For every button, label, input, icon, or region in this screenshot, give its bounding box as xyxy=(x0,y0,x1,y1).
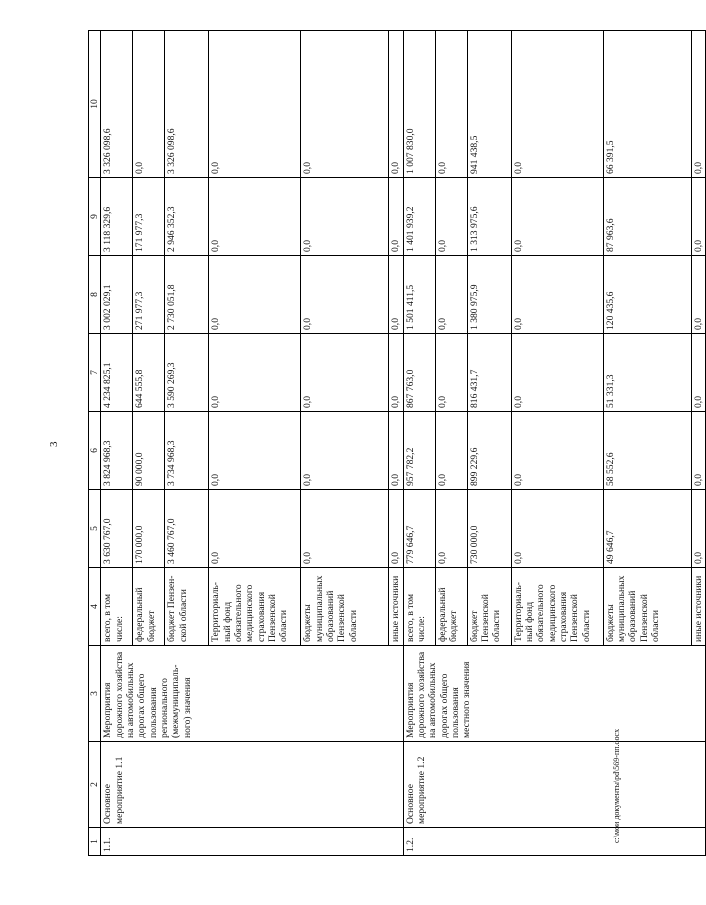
value-cell: 0,0 xyxy=(301,256,389,334)
value-cell: 0,0 xyxy=(511,412,603,490)
value-cell: 0,0 xyxy=(389,178,403,256)
funding-source-cell: бюджеты муниципальных образований Пензенской области xyxy=(603,568,691,646)
funding-source-cell: Территориаль-ный фонд обязательного медицинского страхования Пензенской области xyxy=(209,568,301,646)
funding-source-cell: бюджет Пензен-ской области xyxy=(165,568,209,646)
value-cell: 66 391,5 xyxy=(603,31,691,178)
value-cell: 0,0 xyxy=(435,334,467,412)
value-cell: 90 000,0 xyxy=(133,412,165,490)
value-cell: 0,0 xyxy=(691,178,705,256)
header-cell: 2 xyxy=(89,742,101,828)
value-cell: 0,0 xyxy=(435,412,467,490)
page-number: 3 xyxy=(48,441,60,447)
value-cell: 0,0 xyxy=(511,178,603,256)
value-cell: 3 460 767,0 xyxy=(165,490,209,568)
value-cell: 0,0 xyxy=(389,490,403,568)
value-cell: 0,0 xyxy=(511,31,603,178)
value-cell: 2 946 352,3 xyxy=(165,178,209,256)
value-cell: 0,0 xyxy=(209,334,301,412)
item-name-cell: Основное мероприятие 1.1 xyxy=(101,742,403,828)
item-name-cell: Основное мероприятие 1.2 xyxy=(403,742,705,828)
funding-source-cell: всего, в том числе: xyxy=(101,568,133,646)
header-cell: 6 xyxy=(89,412,101,490)
funding-source-cell: федеральный бюджет xyxy=(133,568,165,646)
value-cell: 2 730 051,8 xyxy=(165,256,209,334)
header-cell: 7 xyxy=(89,334,101,412)
value-cell: 0,0 xyxy=(389,256,403,334)
value-cell: 0,0 xyxy=(435,490,467,568)
value-cell: 3 590 269,3 xyxy=(165,334,209,412)
value-cell: 3 326 098,6 xyxy=(165,31,209,178)
footer-file-path: c:\мои документы\pd\569-пп.docx xyxy=(612,728,621,843)
value-cell: 0,0 xyxy=(511,490,603,568)
value-cell: 4 234 825,1 xyxy=(101,334,133,412)
header-cell: 3 xyxy=(89,646,101,742)
value-cell: 0,0 xyxy=(511,334,603,412)
value-cell: 0,0 xyxy=(691,412,705,490)
header-cell: 5 xyxy=(89,490,101,568)
value-cell: 730 000,0 xyxy=(467,490,511,568)
funding-source-cell: всего, в том числе: xyxy=(403,568,435,646)
header-cell: 1 xyxy=(89,828,101,856)
item-number-cell: 1.2. xyxy=(403,828,705,856)
item-number-cell: 1.1. xyxy=(101,828,403,856)
value-cell: 87 963,6 xyxy=(603,178,691,256)
value-cell: 867 763,0 xyxy=(403,334,435,412)
value-cell: 49 646,7 xyxy=(603,490,691,568)
value-cell: 170 000,0 xyxy=(133,490,165,568)
value-cell: 0,0 xyxy=(389,334,403,412)
value-cell: 779 646,7 xyxy=(403,490,435,568)
value-cell: 58 552,6 xyxy=(603,412,691,490)
value-cell: 0,0 xyxy=(435,256,467,334)
value-cell: 0,0 xyxy=(209,31,301,178)
value-cell: 0,0 xyxy=(209,256,301,334)
value-cell: 120 435,6 xyxy=(603,256,691,334)
value-cell: 0,0 xyxy=(691,334,705,412)
value-cell: 3 118 329,6 xyxy=(101,178,133,256)
value-cell: 0,0 xyxy=(691,490,705,568)
table-row xyxy=(101,31,133,856)
item-description-cell: Мероприятия дорожного хозяйства на автомобильных дорогах общего пользования регионального (межмуниципаль-ного) значения xyxy=(101,646,403,742)
value-cell: 51 331,3 xyxy=(603,334,691,412)
value-cell: 3 734 968,3 xyxy=(165,412,209,490)
value-cell: 0,0 xyxy=(691,31,705,178)
funding-source-cell: бюджеты муниципальных образований Пензенской области xyxy=(301,568,389,646)
value-cell: 1 007 830,0 xyxy=(403,31,435,178)
value-cell: 1 313 975,6 xyxy=(467,178,511,256)
header-row xyxy=(89,31,101,856)
table-row xyxy=(403,31,435,856)
header-cell: 4 xyxy=(89,568,101,646)
header-cell: 10 xyxy=(89,31,101,178)
value-cell: 271 977,3 xyxy=(133,256,165,334)
value-cell: 3 630 767,0 xyxy=(101,490,133,568)
value-cell: 0,0 xyxy=(435,178,467,256)
value-cell: 1 380 975,9 xyxy=(467,256,511,334)
value-cell: 957 782,2 xyxy=(403,412,435,490)
value-cell: 1 501 411,5 xyxy=(403,256,435,334)
value-cell: 0,0 xyxy=(209,412,301,490)
funding-source-cell: федеральный бюджет xyxy=(435,568,467,646)
funding-source-cell: бюджет Пензенской области xyxy=(467,568,511,646)
funding-source-cell: Территориаль-ный фонд обязательного медицинского страхования Пензенской области xyxy=(511,568,603,646)
value-cell: 0,0 xyxy=(389,31,403,178)
value-cell: 941 438,5 xyxy=(467,31,511,178)
value-cell: 644 555,8 xyxy=(133,334,165,412)
value-cell: 0,0 xyxy=(209,178,301,256)
header-cell: 9 xyxy=(89,178,101,256)
value-cell: 3 326 098,6 xyxy=(101,31,133,178)
value-cell: 0,0 xyxy=(389,412,403,490)
value-cell: 816 431,7 xyxy=(467,334,511,412)
funding-source-cell: иные источники xyxy=(691,568,705,646)
header-cell: 8 xyxy=(89,256,101,334)
value-cell: 0,0 xyxy=(301,31,389,178)
value-cell: 0,0 xyxy=(301,334,389,412)
value-cell: 3 002 029,1 xyxy=(101,256,133,334)
value-cell: 0,0 xyxy=(209,490,301,568)
value-cell: 0,0 xyxy=(301,490,389,568)
value-cell: 0,0 xyxy=(435,31,467,178)
value-cell: 0,0 xyxy=(691,256,705,334)
value-cell: 0,0 xyxy=(133,31,165,178)
value-cell: 171 977,3 xyxy=(133,178,165,256)
item-description-cell: Мероприятия дорожного хозяйства на автомобильных дорогах общего пользования местного значения xyxy=(403,646,705,742)
value-cell: 0,0 xyxy=(511,256,603,334)
funding-source-cell: иные источники xyxy=(389,568,403,646)
value-cell: 0,0 xyxy=(301,178,389,256)
value-cell: 3 824 968,3 xyxy=(101,412,133,490)
value-cell: 1 401 939,2 xyxy=(403,178,435,256)
value-cell: 899 229,6 xyxy=(467,412,511,490)
value-cell: 0,0 xyxy=(301,412,389,490)
